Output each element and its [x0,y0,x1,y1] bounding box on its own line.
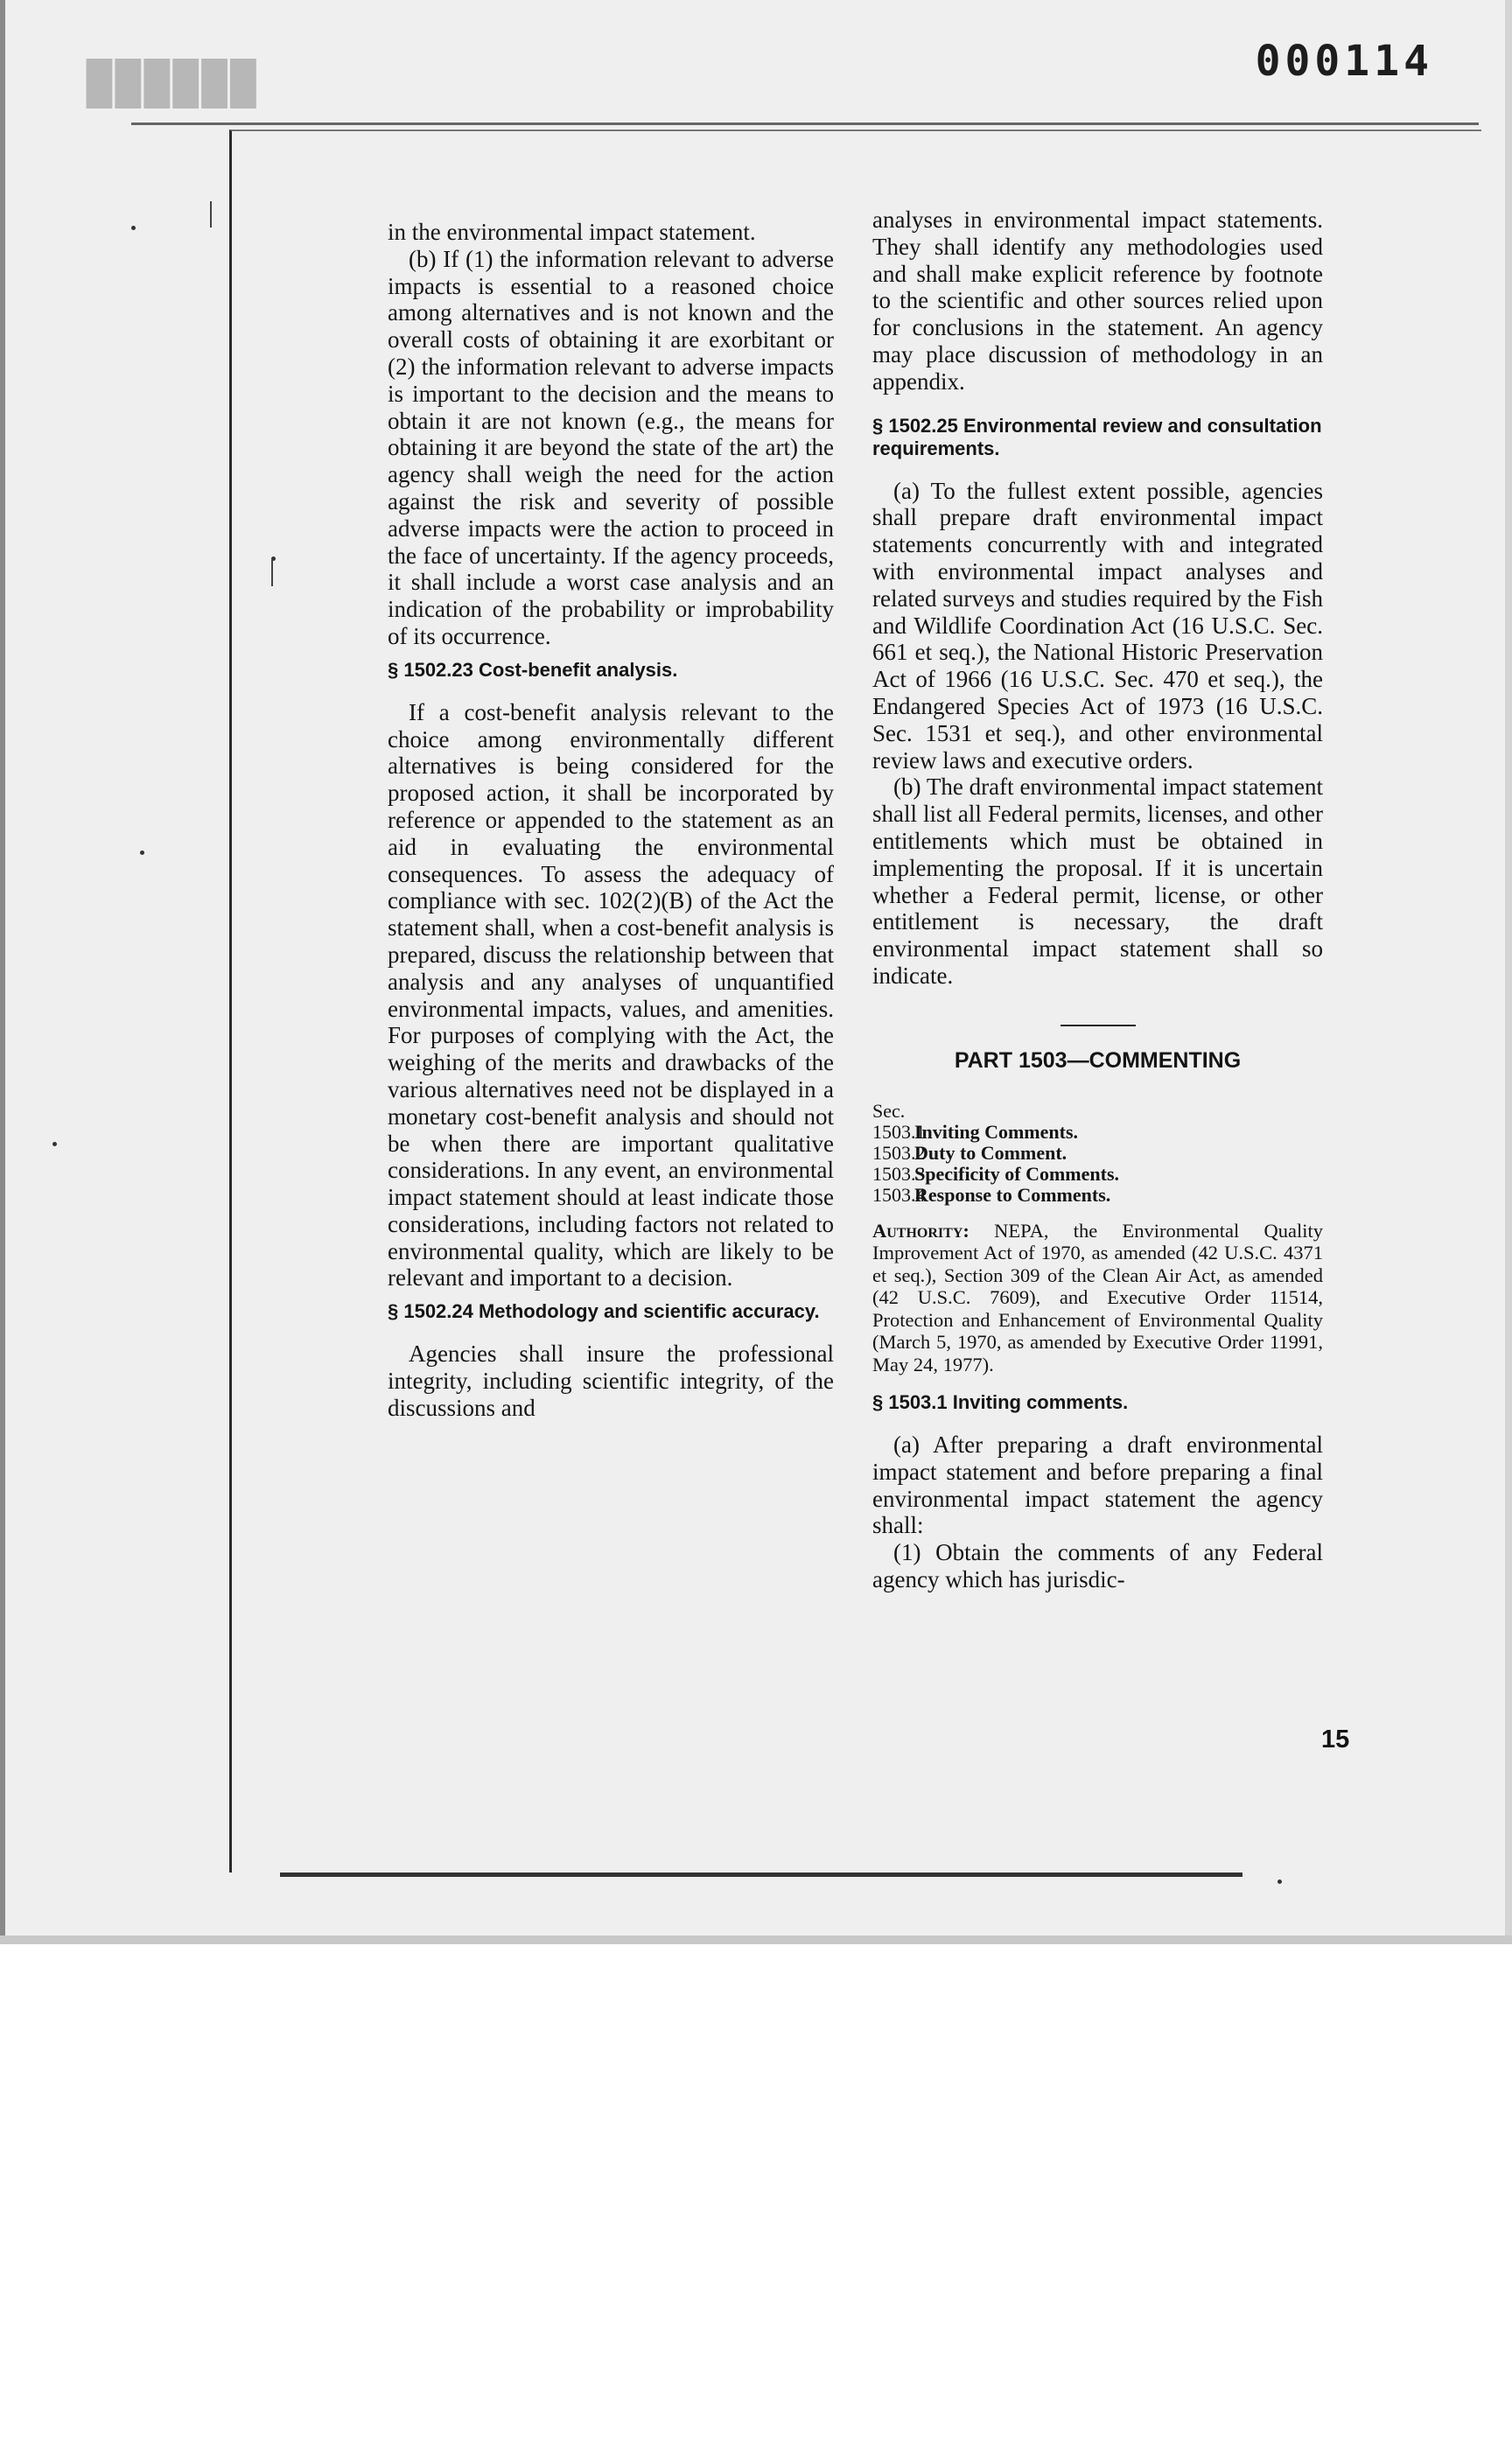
authority-text: NEPA, the Environmental Quality Improvement Act of 1970, as amended (42 U.S.C. 4371 et seq.), Section 309 of the Clean Air Act, as amended (42 U.S.C. 7609), and Executive Order 11514, Protection and Enhancement of Environmental Quality (March 5, 1970, as amended by Executive Order 11991, May 24, 1977). [872,1219,1323,1376]
left-column [388,219,834,1422]
paragraph-1502-22-b: (b) If (1) the information relevant to adverse impacts is essential to a reasoned choice among alternatives and is not known and the overall costs of obtaining it are exorbitant or (2) the information relevant to adverse impacts is important to the decision and the means to obtain it are not known (e.g., the means for obtaining it are beyond the state of the art) the agency shall weigh the need for the action against the risk and severity of possible adverse impacts were the action to proceed in the face of uncertainty. If the agency proceeds, it shall include a worst case analysis and an indication of the probability or improbability of its occurrence. [388,245,834,649]
scan-edge-left [0,0,5,1944]
document-stamp-number: 000114 [1255,37,1433,86]
section-title: Inviting Comments. [914,1120,1079,1143]
part-divider [1060,1025,1136,1026]
authority-label: Authority: [872,1219,970,1242]
section-list-item [872,1185,1323,1206]
tick-mark [271,560,273,586]
section-heading-1502-24: § 1502.24 Methodology and scientific accuracy. [388,1300,820,1323]
right-column [872,206,1323,1593]
section-number: 1503.4 [872,1183,926,1206]
speck [1278,1880,1282,1884]
authority-note [872,1220,1323,1376]
bleed-through-number: ██████ [83,60,256,108]
top-rule [131,122,1479,125]
continued-text: in the environmental impact statement. [388,219,756,245]
paragraph-1502-24: Agencies shall insure the professional integrity, including scientific integrity, of the discussions and [388,1340,834,1421]
paragraph-1502-24-continued: analyses in environmental impact statements. They shall identify any methodologies used and shall make explicit reference by footnote to the scientific and other sources relied upon for conclusions in the statement. An agency may place discussion of methodology in an appendix. [872,206,1323,395]
page-number: 15 [1321,1726,1350,1754]
section-list-item [872,1143,1323,1164]
section-number: 1503.1 [872,1120,926,1143]
tick-mark [210,201,212,228]
section-list [872,1101,1323,1206]
section-number: 1503.3 [872,1162,926,1185]
section-list-label: Sec. [872,1099,906,1122]
scan-edge-right [1505,0,1512,1944]
section-title: Specificity of Comments. [914,1162,1120,1185]
speck [140,850,144,855]
paragraph-1503-1-a: (a) After preparing a draft environmental impact statement and before preparing a final environmental impact statement the agency shall: [872,1432,1323,1539]
section-heading-1503-1: § 1503.1 Inviting comments. [872,1391,1129,1414]
section-heading-1502-23: § 1502.23 Cost-benefit analysis. [388,658,678,681]
section-title: Response to Comments. [914,1183,1111,1206]
speck [52,1142,57,1146]
paragraph-1502-25-a: (a) To the fullest extent possible, agencies shall prepare draft environmental impact statements concurrently with and integrated with environmental impact analyses and related surveys and studies required by the Fish and Wildlife Coordination Act (16 U.S.C. Sec. 661 et seq.), the National Historic Preservation Act of 1966 (16 U.S.C. Sec. 470 et seq.), the Endangered Species Act of 1973 (16 U.S.C. Sec. 1531 et seq.), and other environmental review laws and executive orders. [872,477,1323,774]
paragraph-1502-23: If a cost-benefit analysis relevant to the choice among environmentally different alternatives is being considered for the proposed action, it shall be incorporated by reference or appended to the statement as an aid in evaluating the environmental consequences. To assess the adequacy of compliance with sec. 102(2)(B) of the Act the statement shall, when a cost-benefit analysis is prepared, discuss the relationship between that analysis and any analyses of unquantified environmental impacts, values, and amenities. For purposes of complying with the Act, the weighing of the merits and drawbacks of the various alternatives need not be displayed in a monetary cost-benefit analysis and should not be when there are important qualitative considerations. In any event, an environmental impact statement should at least indicate those considerations, including factors not related to environmental quality, which are likely to be relevant and important to a decision. [388,698,834,1292]
speck [131,226,136,230]
section-heading-1502-25: § 1502.25 Environmental review and consultation requirements. [872,414,1322,459]
section-number: 1503.2 [872,1141,926,1164]
paragraph-1502-25-b: (b) The draft environmental impact statement shall list all Federal permits, licenses, and other entitlements which must be obtained in implementing the proposal. If it is uncertain whether a Federal permit, license, or other entitlement is necessary, the draft environmental impact statement shall so indicate. [872,774,1323,989]
section-list-item [872,1122,1323,1143]
paper-bottom-rule [280,1872,1242,1877]
section-list-item [872,1164,1323,1185]
part-title: PART 1503—COMMENTING [954,1047,1242,1073]
paragraph-1503-1-a-1: (1) Obtain the comments of any Federal agency which has jurisdic- [872,1539,1323,1592]
scan-edge-bottom [0,1936,1512,1944]
section-title: Duty to Comment. [914,1141,1068,1164]
